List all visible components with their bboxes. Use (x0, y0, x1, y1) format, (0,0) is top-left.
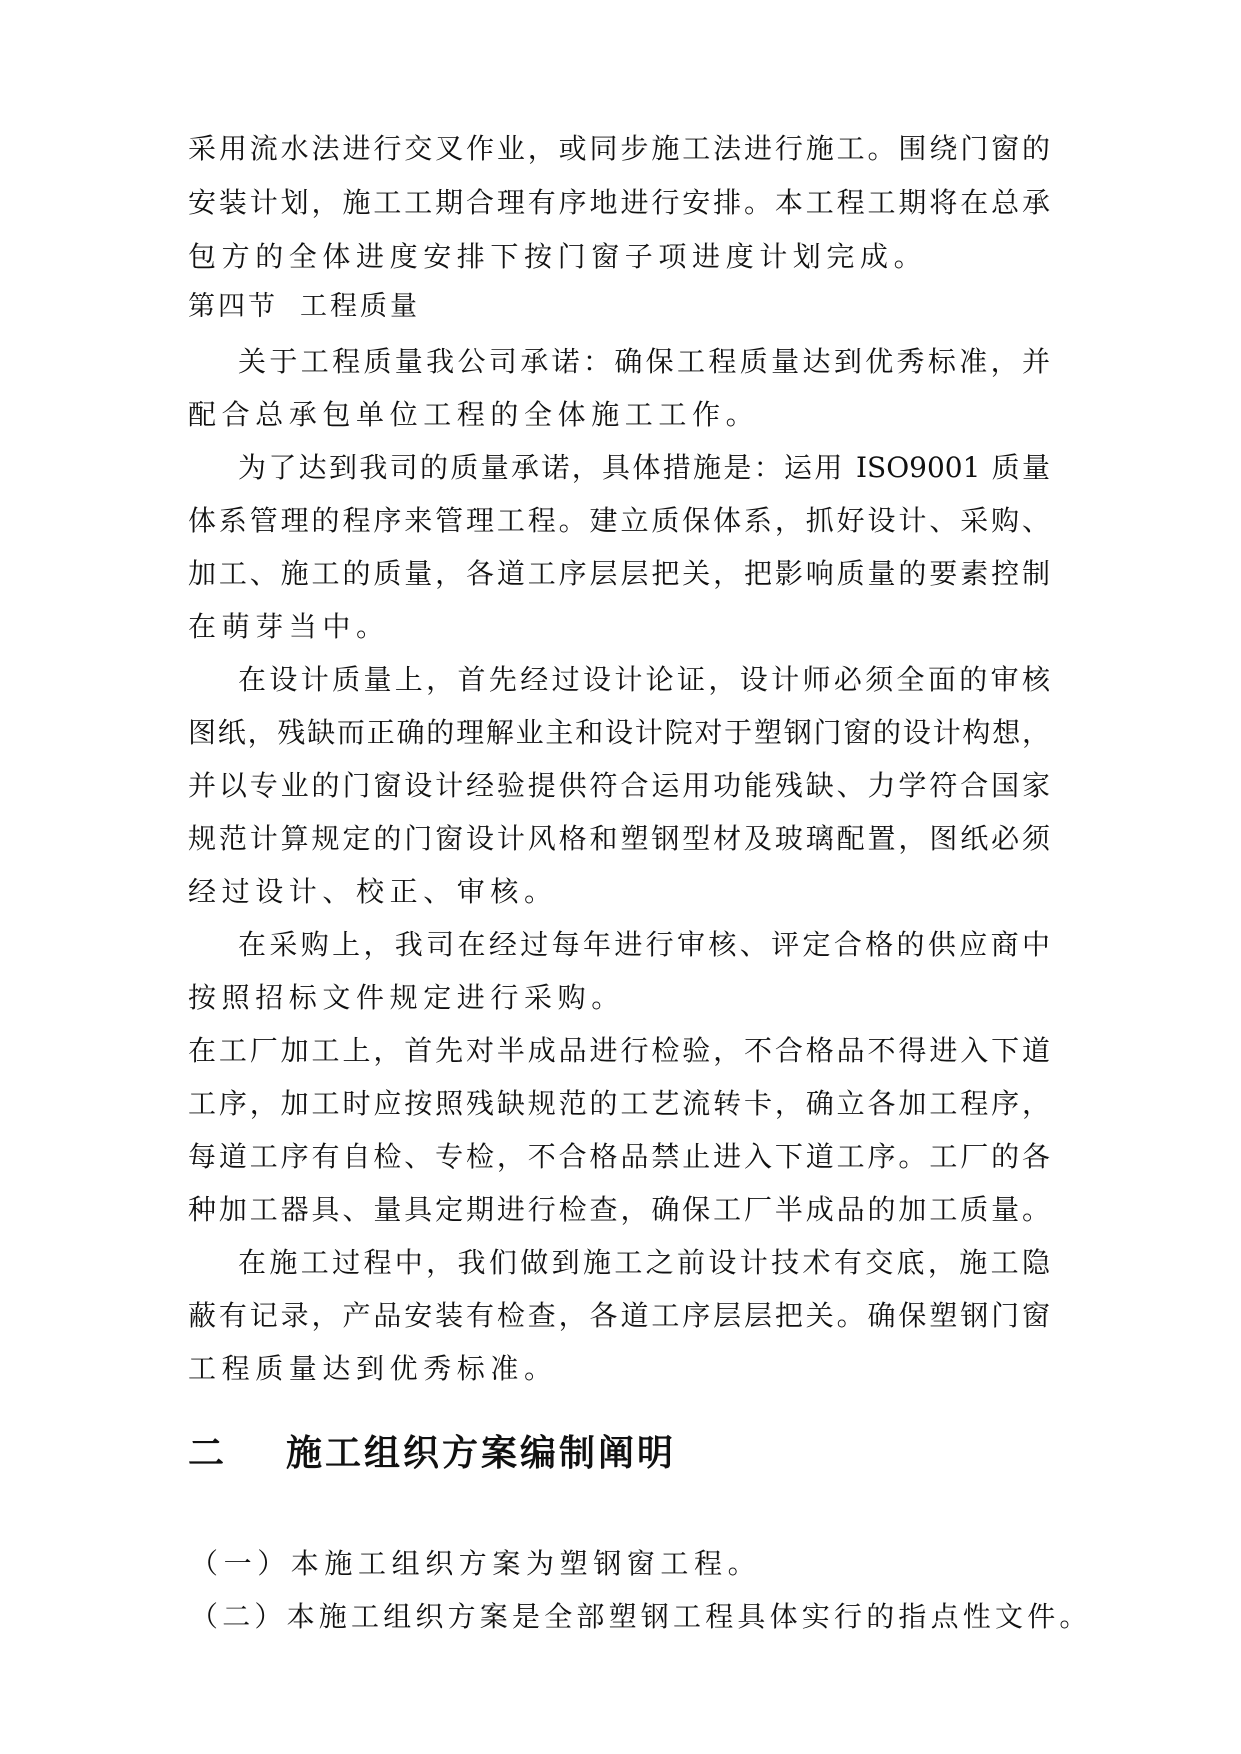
paragraph-line: 每道工序有自检、专检，不合格品禁止进入下道工序。工厂的各 (188, 1140, 1050, 1173)
paragraph-line: 工程质量达到优秀标准。 (188, 1352, 558, 1385)
paragraph-line: 种加工器具、量具定期进行检查，确保工厂半成品的加工质量。 (188, 1193, 1050, 1226)
chapter-title: 施工组织方案编制阐明 (286, 1433, 677, 1474)
list-item: （二）本施工组织方案是全部塑钢工程具体实行的指点性文件。 (190, 1600, 1092, 1633)
paragraph-line: 在采购上，我司在经过每年进行审核、评定合格的供应商中 (238, 928, 1050, 961)
chapter-number: 二 (188, 1433, 228, 1474)
paragraph-line: 蔽有记录，产品安装有检查，各道工序层层把关。确保塑钢门窗 (188, 1299, 1050, 1332)
paragraph-line: 在施工过程中，我们做到施工之前设计技术有交底，施工隐 (238, 1246, 1050, 1279)
paragraph-line: 图纸，残缺而正确的理解业主和设计院对于塑钢门窗的设计构想， (188, 716, 1050, 749)
section-heading (188, 290, 420, 324)
paragraph-line: 体系管理的程序来管理工程。建立质保体系，抓好设计、采购、 (188, 504, 1050, 537)
paragraph-line: 规范计算规定的门窗设计风格和塑钢型材及玻璃配置，图纸必须 (188, 822, 1050, 855)
chapter-heading (188, 1432, 676, 1476)
section-title: 工程质量 (300, 291, 420, 322)
paragraph-line: 并以专业的门窗设计经验提供符合运用功能残缺、力学符合国家 (188, 769, 1050, 802)
body-text-line: 包方的全体进度安排下按门窗子项进度计划完成。 (188, 240, 928, 273)
paragraph-line: 配合总承包单位工程的全体施工工作。 (188, 398, 760, 431)
paragraph-line: 在萌芽当中。 (188, 610, 390, 643)
section-number: 第四节 (188, 291, 278, 322)
paragraph-line: 为了达到我司的质量承诺，具体措施是：运用 ISO9001 质量 (238, 451, 1050, 484)
paragraph-line: 在工厂加工上，首先对半成品进行检验，不合格品不得进入下道 (188, 1034, 1050, 1067)
paragraph-line: 加工、施工的质量，各道工序层层把关，把影响质量的要素控制 (188, 557, 1050, 590)
paragraph-line: 在设计质量上，首先经过设计论证，设计师必须全面的审核 (238, 663, 1050, 696)
paragraph-line: 工序，加工时应按照残缺规范的工艺流转卡，确立各加工程序， (188, 1087, 1050, 1120)
paragraph-line: 按照招标文件规定进行采购。 (188, 981, 625, 1014)
paragraph-line: 经过设计、校正、审核。 (188, 875, 558, 908)
paragraph-line: 关于工程质量我公司承诺：确保工程质量达到优秀标准，并 (238, 345, 1050, 378)
list-item: （一）本施工组织方案为塑钢窗工程。 (190, 1547, 762, 1580)
body-text-line: 安装计划，施工工期合理有序地进行安排。本工程工期将在总承 (188, 186, 1050, 219)
body-text-line: 采用流水法进行交叉作业，或同步施工法进行施工。围绕门窗的 (188, 132, 1050, 165)
